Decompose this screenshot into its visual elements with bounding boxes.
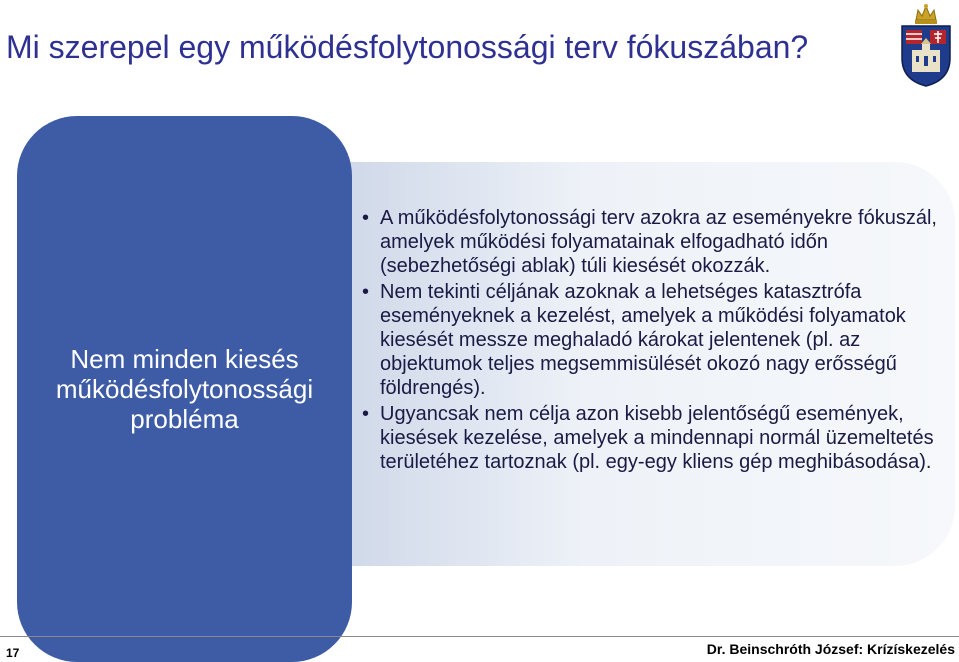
bullet-text: Ugyancsak nem célja azon kisebb jelentőségű események, kiesések kezelése, amelyek a mindennapi normál üzemeltetés területéhez tartoznak (pl. egy-egy kliens gép meghibásodása). [380, 403, 934, 473]
bullet-item [358, 402, 948, 474]
bullet-item [358, 280, 948, 400]
bullet-dot-icon: • [362, 281, 370, 303]
bullet-list [358, 206, 948, 476]
bullet-item [358, 206, 948, 278]
footer-divider [0, 636, 959, 637]
university-crest-icon [896, 2, 956, 88]
bullet-dot-icon: • [362, 207, 370, 229]
bullet-text: A működésfolytonossági terv azokra az eseményekre fókuszál, amelyek működési folyamatainak elfogadható időn (sebezhetőségi ablak) túli kiesését okozzák. [380, 207, 937, 277]
bullet-text: Nem tekinti céljának azoknak a lehetséges katasztrófa eseményeknek a kezelést, amelyek a működési folyamatok kiesését messze meghaladó károkat jelentenek (pl. az objektumok teljes megsemmisülését okozó nagy erősségű földrengés). [380, 281, 906, 399]
highlight-text: Nem minden kiesés működésfolytonossági probléma [55, 344, 314, 434]
footer-author: Dr. Beinschróth József: Krízískezelés [706, 641, 955, 657]
highlight-box [17, 116, 352, 662]
slide-title: Mi szerepel egy működésfolytonossági terv fókuszában? [6, 29, 809, 65]
bullet-dot-icon: • [362, 403, 370, 425]
page-number: 17 [6, 646, 20, 660]
